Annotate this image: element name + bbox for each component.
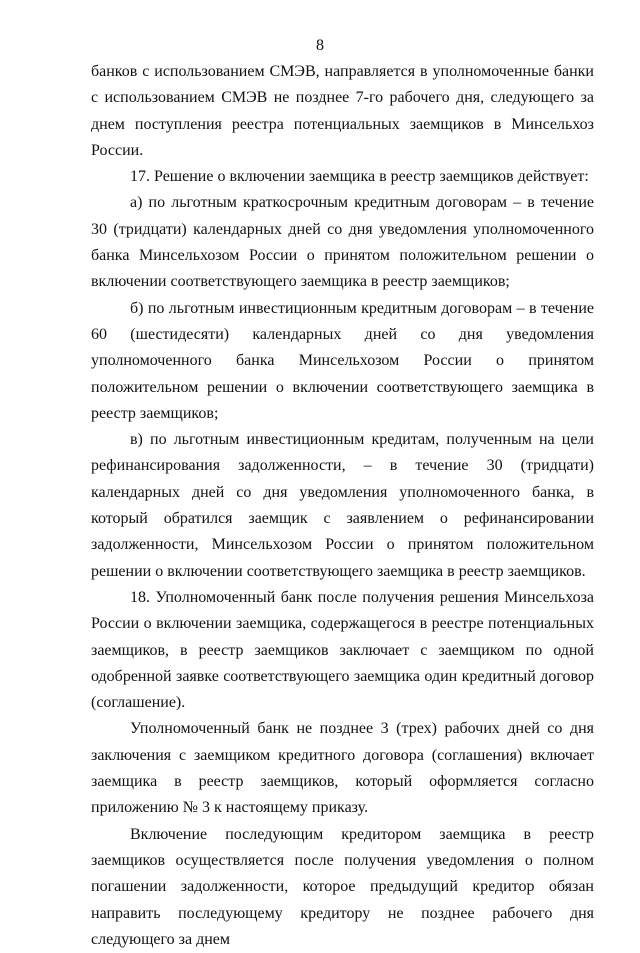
paragraph-clause-17v: в) по льготным инвестиционным кредитам, полученным на цели рефинансирования задолженности, – в течение 30 (тридцати) календарных дней со дня уведомления уполномоченного банка, в который обратился заемщик с заявлением о рефинансировании задолженности, Минсельхозом России о принятом положительном решении о включении соответствующего заемщика в реестр заемщиков. <box>91 431 594 580</box>
paragraph-clause-17a: а) по льготным краткосрочным кредитным договорам – в течение 30 (тридцати) календарных дней со дня уведомления уполномоченного банка Минсельхозом России о принятом положительном решении о включении соответствующего заемщика в реестр заемщиков; <box>91 194 594 291</box>
paragraph-clause-17: 17. Решение о включении заемщика в реестр заемщиков действует: <box>130 168 589 186</box>
paragraph-registry-inclusion: Уполномоченный банк не позднее 3 (трех) рабочих дней со дня заключения с заемщиком кредитного договора (соглашения) включает заемщика в реестр заемщиков, который оформляется согласно приложению № 3 к настоящему приказу. <box>91 720 594 817</box>
paragraph-subsequent-creditor: Включение последующим кредитором заемщика в реестр заемщиков осуществляется после получения уведомления о полном погашении задолженности, которое предыдущий кредитор обязан направить последующему кредитору не позднее рабочего дня следующего за днем <box>91 825 594 948</box>
page-number: 8 <box>316 37 324 54</box>
paragraph-clause-17b: б) по льготным инвестиционным кредитным договорам – в течение 60 (шестидесяти) календарных дней со дня уведомления уполномоченного банка Минсельхозом России о принятом положительном решении о включении соответствующего заемщика в реестр заемщиков; <box>91 299 594 422</box>
paragraph-clause-18: 18. Уполномоченный банк после получения решения Минсельхоза России о включении заемщика, содержащегося в реестре потенциальных заемщиков, в реестр заемщиков заключает с заемщиком по одной одобренной заявке соответствующего заемщика один кредитный договор (соглашение). <box>91 588 594 712</box>
paragraph-continuation: банков с использованием СМЭВ, направляется в уполномоченные банки с использованием СМЭВ не позднее 7-го рабочего дня, следующего за днем поступления реестра потенциальных заемщиков в Минсельхоз России. <box>91 63 594 159</box>
document-body <box>91 59 594 953</box>
